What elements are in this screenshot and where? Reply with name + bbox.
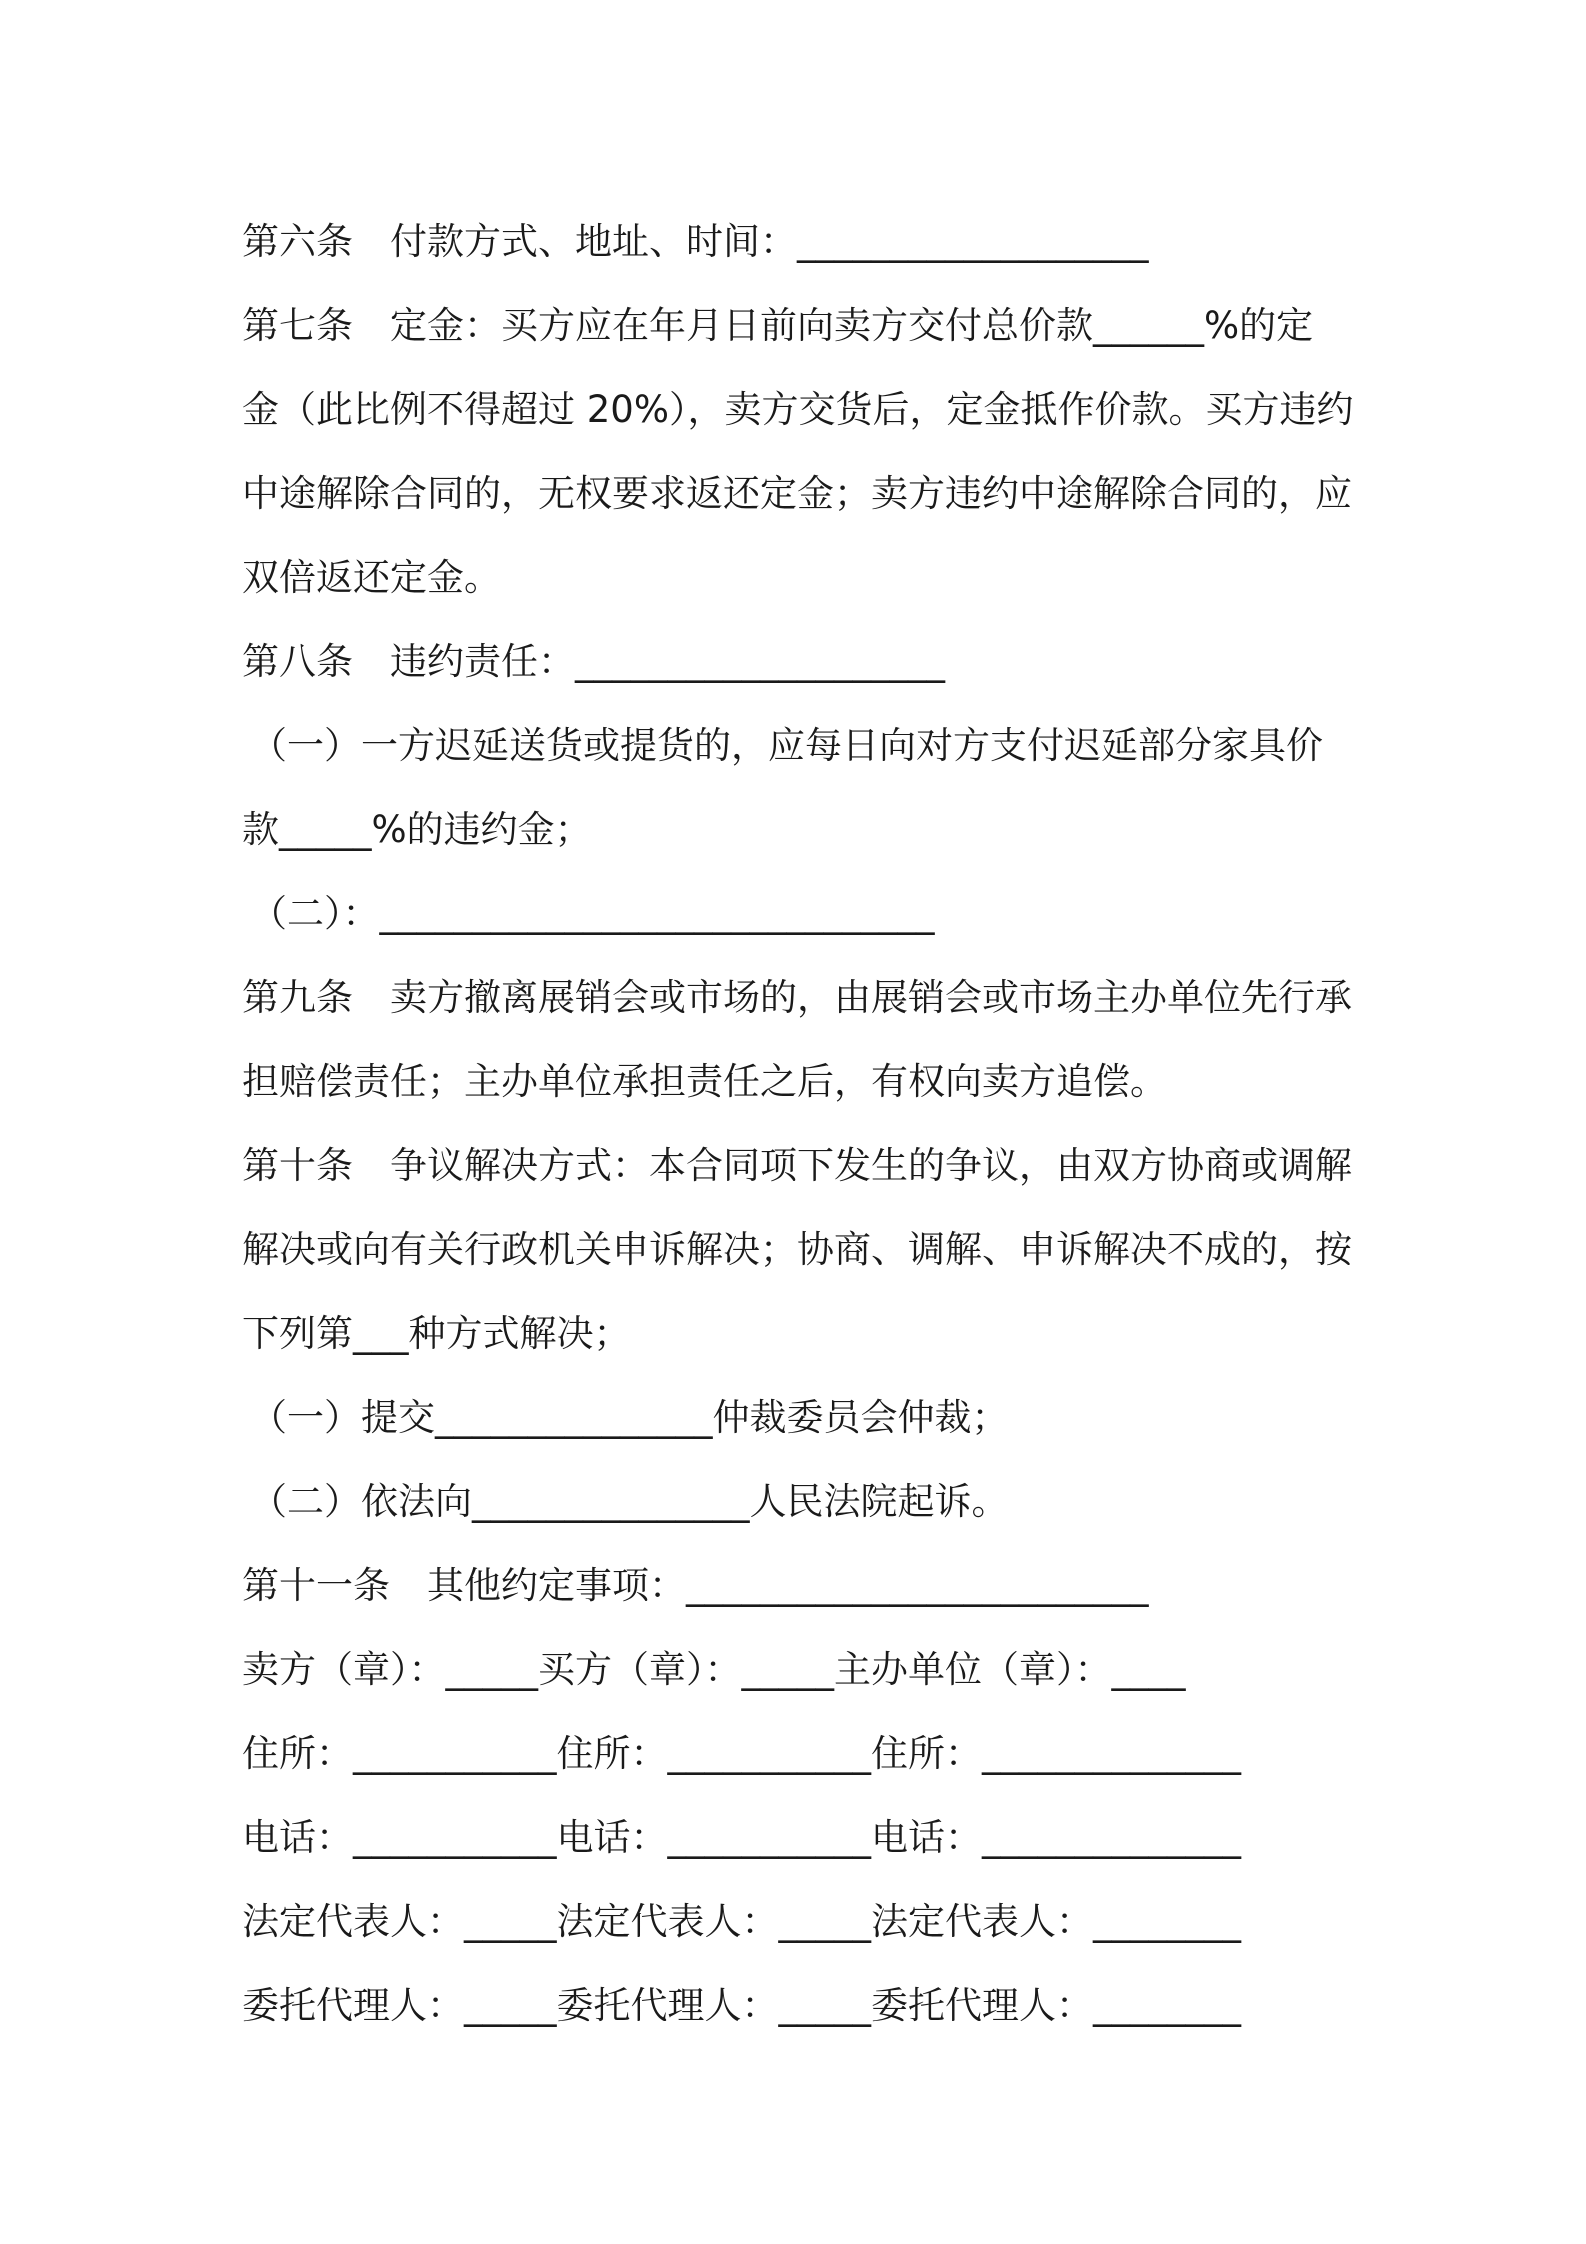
- article-11-line: 第十一条 其他约定事项：_________________________: [242, 1564, 1149, 1607]
- signature-seal-row: 卖方（章）：_____买方（章）：_____主办单位（章）：____: [242, 1648, 1186, 1691]
- contract-page: [242, 200, 1362, 2048]
- article-10-line-1: 第十条 争议解决方式：本合同项下发生的争议，由双方协商或调解: [242, 1144, 1352, 1187]
- article-7-line-4: 双倍返还定金。: [242, 556, 501, 599]
- article-9-line-1: 第九条 卖方撤离展销会或市场的，由展销会或市场主办单位先行承: [242, 976, 1352, 1019]
- signature-legal-rep-row: 法定代表人：_____法定代表人：_____法定代表人：________: [242, 1900, 1241, 1943]
- article-10-line-3: 下列第___种方式解决；: [242, 1312, 631, 1355]
- article-6-line: 第六条 付款方式、地址、时间：___________________: [242, 220, 1149, 263]
- article-10-line-2: 解决或向有关行政机关申诉解决；协商、调解、申诉解决不成的，按: [242, 1228, 1352, 1271]
- article-7-line-3: 中途解除合同的，无权要求返还定金；卖方违约中途解除合同的，应: [242, 472, 1352, 515]
- article-10-item-1-line: （一）提交_______________仲裁委员会仲裁；: [250, 1396, 1009, 1439]
- article-8-item-2-line: （二）：______________________________: [250, 892, 935, 935]
- signature-phone-row: 电话：___________电话：___________电话：______________: [242, 1816, 1241, 1859]
- article-8-item-1-line-1: （一）一方迟延送货或提货的，应每日向对方支付迟延部分家具价: [250, 724, 1323, 767]
- article-8-line: 第八条 违约责任：____________________: [242, 640, 945, 683]
- article-10-item-2-line: （二）依法向_______________人民法院起诉。: [250, 1480, 1009, 1523]
- article-9-line-2: 担赔偿责任；主办单位承担责任之后，有权向卖方追偿。: [242, 1060, 1167, 1103]
- article-7-line-2: 金（此比例不得超过 20%），卖方交货后，定金抵作价款。买方违约: [242, 388, 1354, 431]
- signature-address-row: 住所：___________住所：___________住所：______________: [242, 1732, 1241, 1775]
- article-8-item-1-line-2: 款_____%的违约金；: [242, 808, 592, 851]
- article-7-line-1: 第七条 定金：买方应在年月日前向卖方交付总价款______%的定: [242, 304, 1314, 347]
- signature-agent-row: 委托代理人：_____委托代理人：_____委托代理人：________: [242, 1984, 1241, 2027]
